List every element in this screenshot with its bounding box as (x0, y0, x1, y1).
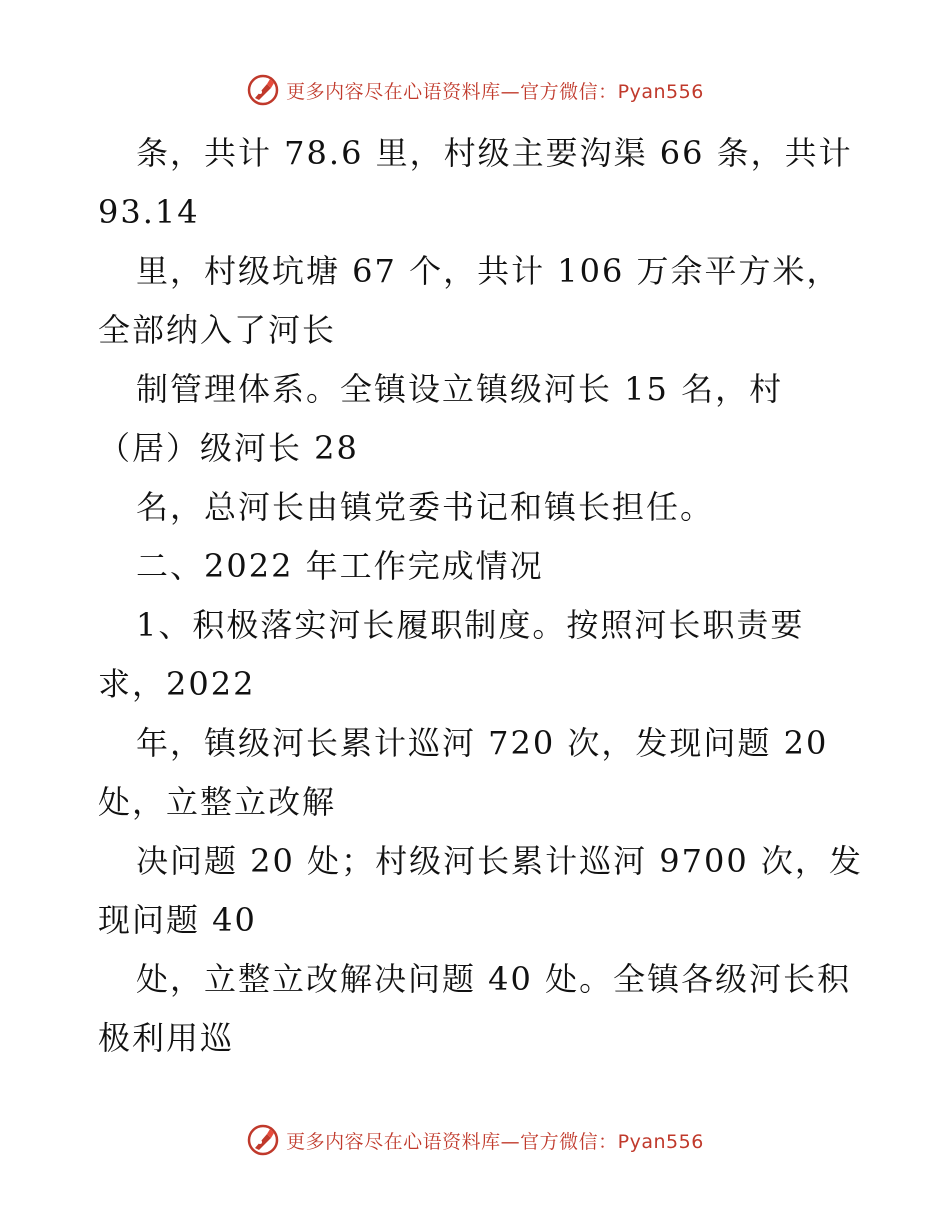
header-banner-text: 更多内容尽在心语资料库—官方微信：Pyan556 (286, 80, 704, 103)
body-line: 制管理体系。全镇设立镇级河长 15 名，村 (136, 370, 784, 408)
header-banner (0, 70, 950, 110)
body-line: 二、2022 年工作完成情况 (136, 547, 544, 585)
body-line: （居）级河长 28 (98, 429, 359, 467)
body-line: 93.14 (98, 193, 200, 231)
body-line: 1、积极落实河长履职制度。按照河长职责要 (136, 606, 805, 644)
body-line: 条，共计 78.6 里，村级主要沟渠 66 条，共计 (136, 134, 853, 172)
body-line: 现问题 40 (98, 901, 257, 939)
pen-logo-icon (246, 1123, 280, 1157)
body-line: 处，立整立改解决问题 40 处。全镇各级河长积 (136, 960, 852, 998)
body-line: 里，村级坑塘 67 个，共计 106 万余平方米， (136, 252, 841, 290)
footer-banner-text: 更多内容尽在心语资料库—官方微信：Pyan556 (286, 1130, 704, 1153)
body-line: 处，立整立改解 (98, 783, 337, 821)
footer-banner (0, 1120, 950, 1160)
body-line: 全部纳入了河长 (98, 311, 337, 349)
body-line: 极利用巡 (98, 1019, 235, 1057)
body-line: 名，总河长由镇党委书记和镇长担任。 (136, 488, 715, 526)
pen-logo-icon (246, 73, 280, 107)
body-line: 决问题 20 处；村级河长累计巡河 9700 次，发 (136, 842, 863, 880)
body-line: 求，2022 (98, 665, 256, 703)
document-body (98, 124, 863, 1068)
body-line: 年，镇级河长累计巡河 720 次，发现问题 20 (136, 724, 829, 762)
